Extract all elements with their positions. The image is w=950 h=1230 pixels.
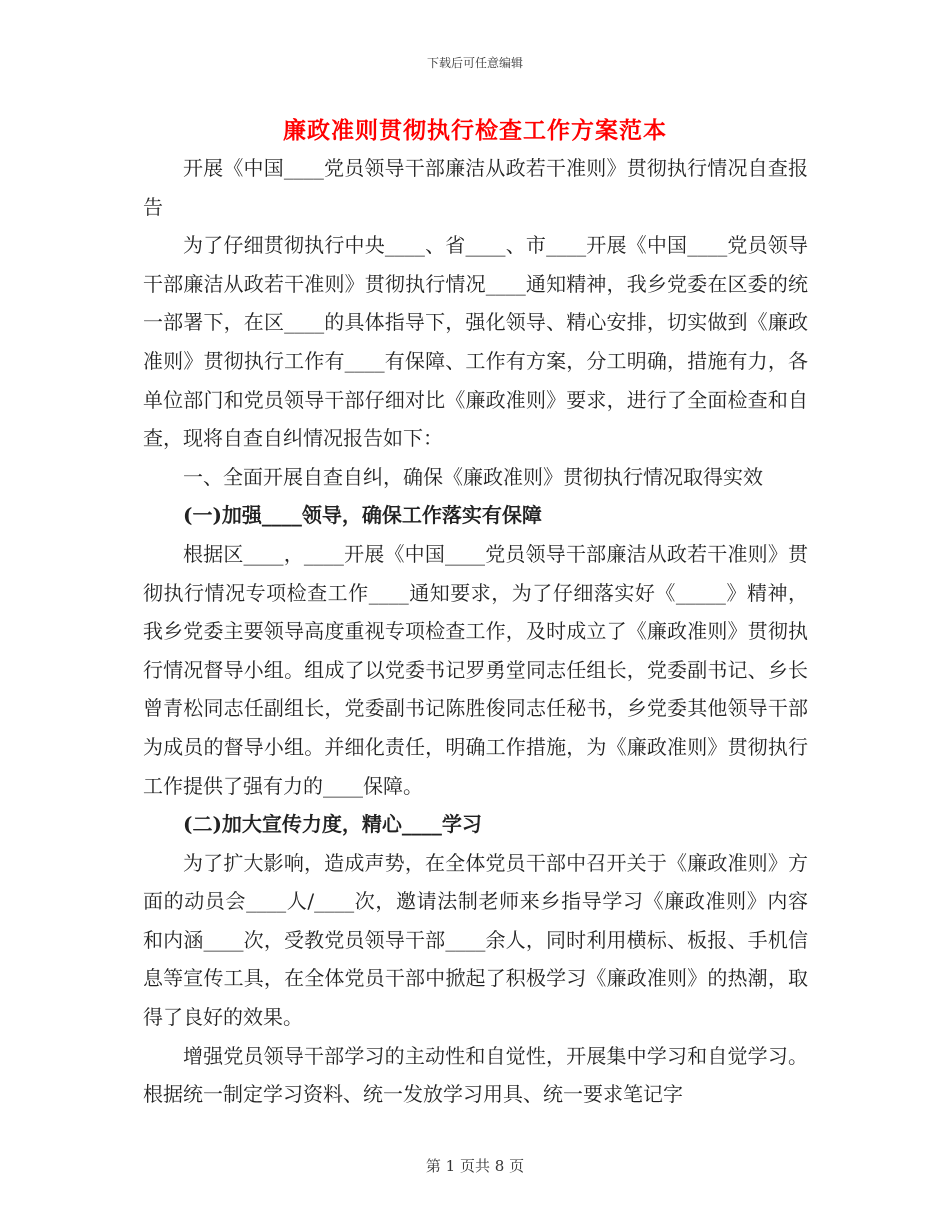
subsection-heading-2: (二)加大宣传力度，精心____学习 (183, 812, 482, 837)
paragraph-study: 增强党员领导干部学习的主动性和自觉性，开展集中学习和自觉学习。根据统一制定学习资料、统一发放学习用具、统一要求笔记字 (143, 1043, 808, 1107)
document-title: 廉政准则贯彻执行检查工作方案范本 (283, 117, 667, 144)
paragraph-leadership: 根据区____，____开展《中国____党员领导干部廉洁从政若干准则》贯彻执行情况专项检查工作____通知要求，为了仔细落实好《_____》精神，我乡党委主要领导高度重视专项检查工作，及时成立了《廉政准则》贯彻执行情况督导小组。组成了以党委书记罗勇堂同志任组长，党委副书记、乡长曾青松同志任副组长，党委副书记陈胜俊同志任秘书，乡党委其他领导干部为成员的督导小组。并细化责任，明确工作措施，为《廉政准则》贯彻执行工作提供了强有力的____保障。 (143, 541, 808, 798)
page-number-footer: 第 1 页共 8 页 (425, 1157, 525, 1175)
document-body (143, 149, 808, 1114)
section-heading-1: 一、全面开展自查自纠，确保《廉政准则》贯彻执行情况取得实效 (183, 464, 763, 489)
paragraph-publicity: 为了扩大影响，造成声势，在全体党员干部中召开关于《廉政准则》方面的动员会____人/____次，邀请法制老师来乡指导学习《廉政准则》内容和内涵____次，受教党员领导干部____余人，同时利用横标、板报、手机信息等宣传工具，在全体党员干部中掀起了积极学习《廉政准则》的热潮，取得了良好的效果。 (143, 850, 808, 1030)
paragraph-intro: 为了仔细贯彻执行中央____、省____、市____开展《中国____党员领导干部廉洁从政若干准则》贯彻执行情况____通知精神，我乡党委在区委的统一部署下，在区____的具体指导下，强化领导、精心安排，切实做到《廉政准则》贯彻执行工作有____有保障、工作有方案，分工明确，措施有力，各单位部门和党员领导干部仔细对比《廉政准则》要求，进行了全面检查和自查，现将自查自纠情况报告如下： (143, 233, 808, 451)
paragraph-report-title: 开展《中国____党员领导干部廉洁从政若干准则》贯彻执行情况自查报告 (143, 156, 808, 219)
subsection-heading-1: (一)加强____领导，确保工作落实有保障 (183, 503, 542, 528)
header-note: 下载后可任意编辑 (426, 56, 523, 70)
